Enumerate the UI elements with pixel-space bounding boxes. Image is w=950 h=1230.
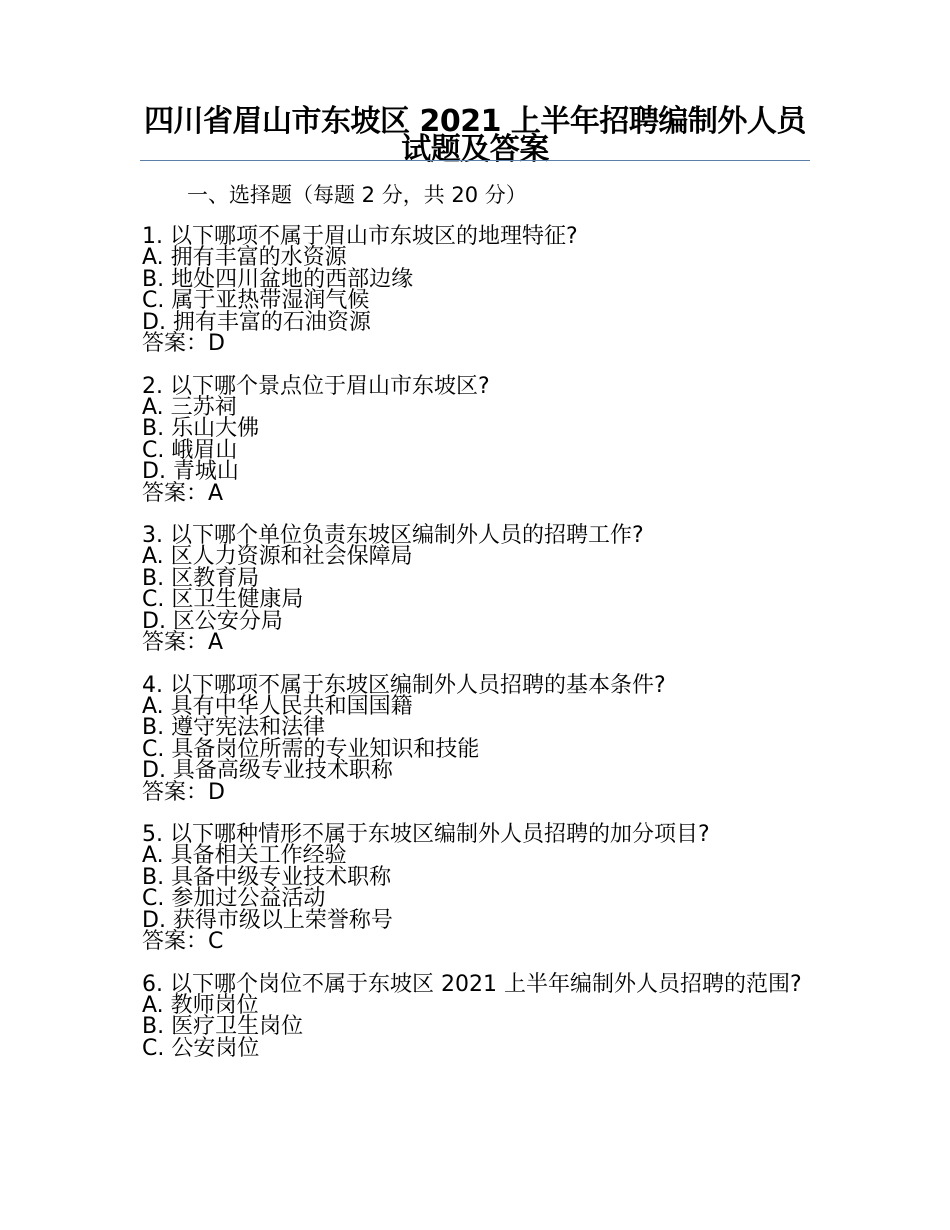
option-a: A. 区人力资源和社会保障局	[142, 544, 413, 569]
option-c: C. 区卫生健康局	[142, 587, 304, 612]
option-c: C. 峨眉山	[142, 437, 238, 463]
option-b: B. 地处四川盆地的西部边缘	[142, 266, 414, 292]
question-6	[142, 971, 810, 1061]
option-a: A. 教师岗位	[142, 992, 259, 1018]
question-3	[142, 525, 810, 654]
answer-line: 答案：C	[142, 929, 224, 954]
answer-line: 答案：D	[142, 779, 225, 805]
option-d: D. 具备高级专业技术职称	[142, 758, 393, 783]
option-a: A. 具备相关工作经验	[142, 843, 347, 868]
option-d: D. 拥有丰富的石油资源	[142, 309, 371, 335]
option-a: A. 拥有丰富的水资源	[142, 245, 347, 270]
question-1	[142, 226, 810, 355]
section-heading: 一、选择题（每题 2 分，共 20 分）	[187, 183, 527, 207]
answer-line: 答案：A	[142, 480, 224, 506]
option-d: D. 区公安分局	[142, 608, 283, 634]
option-c: C. 参加过公益活动	[142, 886, 326, 911]
option-d: D. 青城山	[142, 459, 239, 484]
option-a: A. 三苏祠	[142, 394, 237, 420]
answer-line: 答案：D	[142, 331, 225, 356]
option-c: C. 公安岗位	[142, 1035, 260, 1061]
option-b: B. 医疗卫生岗位	[142, 1014, 304, 1039]
title-underline	[140, 160, 810, 161]
question-5	[142, 824, 810, 953]
question-stem: 1. 以下哪项不属于眉山市东坡区的地理特征?	[142, 224, 578, 249]
question-stem: 6. 以下哪个岗位不属于东坡区 2021 上半年编制外人员招聘的范围?	[142, 971, 802, 997]
question-stem: 2. 以下哪个景点位于眉山市东坡区?	[142, 373, 490, 399]
option-b: B. 乐山大佛	[142, 416, 260, 441]
answer-line: 答案：A	[142, 630, 224, 655]
question-stem: 3. 以下哪个单位负责东坡区编制外人员的招聘工作?	[142, 523, 644, 548]
question-2	[142, 373, 810, 506]
option-a: A. 具有中华人民共和国国籍	[142, 693, 413, 719]
option-b: B. 遵守宪法和法律	[142, 715, 326, 740]
question-stem: 4. 以下哪项不属于东坡区编制外人员招聘的基本条件?	[142, 672, 666, 698]
question-4	[142, 672, 810, 805]
option-c: C. 属于亚热带湿润气候	[142, 288, 370, 313]
option-b: B. 区教育局	[142, 565, 260, 591]
document-title: 四川省眉山市东坡区 2021 上半年招聘编制外人员试题及答案	[144, 104, 806, 167]
question-stem: 5. 以下哪种情形不属于东坡区编制外人员招聘的加分项目?	[142, 822, 710, 847]
option-d: D. 获得市级以上荣誉称号	[142, 907, 393, 933]
question-list	[142, 226, 810, 1080]
option-c: C. 具备岗位所需的专业知识和技能	[142, 736, 480, 762]
option-b: B. 具备中级专业技术职称	[142, 864, 392, 890]
